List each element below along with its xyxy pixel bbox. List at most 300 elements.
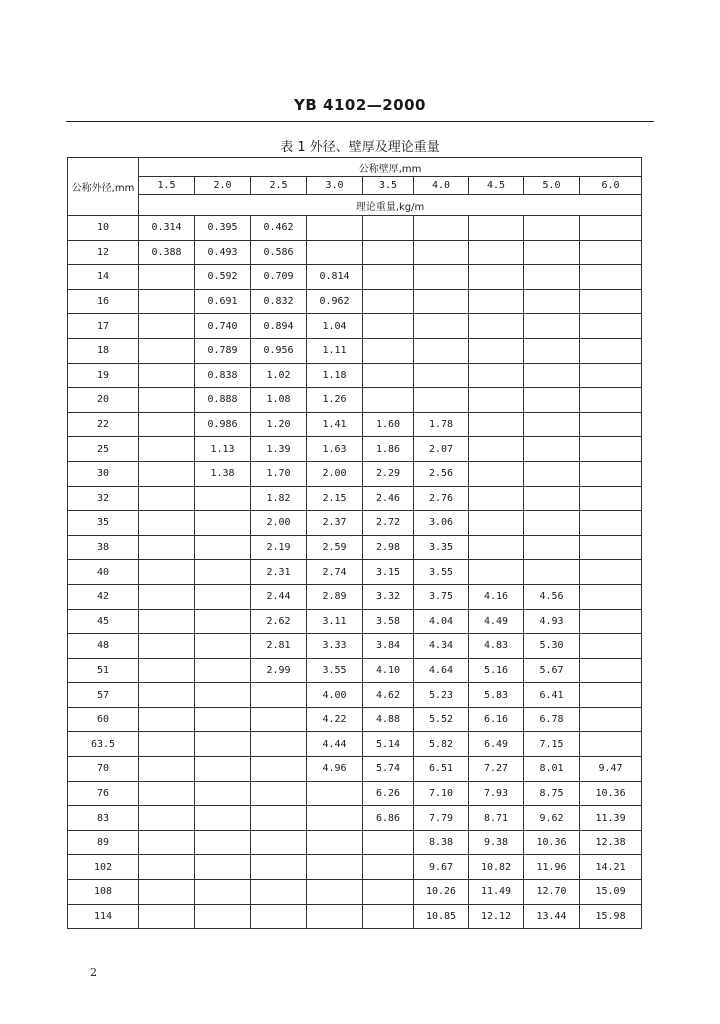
weight-cell	[469, 289, 524, 314]
wall-thickness-header: 6.0	[580, 177, 642, 195]
table-row	[68, 658, 642, 683]
weight-cell	[580, 289, 642, 314]
weight-cell	[195, 584, 251, 609]
weight-cell: 8.75	[524, 781, 580, 806]
weight-cell	[414, 314, 469, 339]
table-row	[68, 806, 642, 831]
weight-cell	[139, 855, 195, 880]
weight-cell: 1.41	[307, 412, 363, 437]
weight-cell	[195, 511, 251, 536]
weight-cell	[251, 683, 307, 708]
weight-cell: 6.51	[414, 757, 469, 782]
weight-cell	[524, 437, 580, 462]
weight-cell: 2.00	[251, 511, 307, 536]
weight-cell	[580, 535, 642, 560]
weight-cell: 11.96	[524, 855, 580, 880]
weight-cell	[469, 363, 524, 388]
outer-diameter-cell: 19	[68, 363, 139, 388]
weight-cell: 7.10	[414, 781, 469, 806]
weight-cell	[139, 584, 195, 609]
table-row	[68, 904, 642, 929]
outer-diameter-cell: 51	[68, 658, 139, 683]
weight-cell	[363, 338, 414, 363]
table-row	[68, 363, 642, 388]
header-rule	[66, 121, 654, 122]
weight-cell: 7.27	[469, 757, 524, 782]
weight-cell	[363, 880, 414, 905]
table-row	[68, 388, 642, 413]
weight-cell: 8.38	[414, 830, 469, 855]
weight-cell: 9.47	[580, 757, 642, 782]
weight-cell	[524, 535, 580, 560]
weight-cell	[469, 486, 524, 511]
weight-cell: 3.15	[363, 560, 414, 585]
weight-cell: 2.74	[307, 560, 363, 585]
table-row	[68, 732, 642, 757]
table-row	[68, 511, 642, 536]
weight-cell	[139, 658, 195, 683]
weight-cell: 1.02	[251, 363, 307, 388]
weight-cell	[469, 535, 524, 560]
weight-cell: 2.44	[251, 584, 307, 609]
weight-cell: 2.99	[251, 658, 307, 683]
weight-cell	[251, 781, 307, 806]
weight-cell: 0.986	[195, 412, 251, 437]
outer-diameter-cell: 70	[68, 757, 139, 782]
standard-code: YB 4102—2000	[293, 96, 426, 114]
weight-cell	[580, 658, 642, 683]
table-row	[68, 461, 642, 486]
weight-cell	[139, 511, 195, 536]
weight-cell: 5.30	[524, 634, 580, 659]
weight-cell: 0.838	[195, 363, 251, 388]
weight-cell: 2.56	[414, 461, 469, 486]
weight-cell	[195, 535, 251, 560]
weight-cell	[139, 338, 195, 363]
weight-cell: 0.462	[251, 216, 307, 241]
weight-cell	[363, 265, 414, 290]
weight-cell	[139, 732, 195, 757]
outer-diameter-cell: 42	[68, 584, 139, 609]
weight-cell: 6.78	[524, 707, 580, 732]
weight-cell	[251, 757, 307, 782]
weight-cell: 1.78	[414, 412, 469, 437]
table-row	[68, 584, 642, 609]
weight-cell	[307, 880, 363, 905]
weight-cell	[251, 732, 307, 757]
weight-cell	[139, 707, 195, 732]
page-number: 2	[90, 966, 97, 979]
wall-thickness-header: 4.5	[469, 177, 524, 195]
weight-cell	[580, 584, 642, 609]
weight-cell: 0.832	[251, 289, 307, 314]
weight-cell: 0.493	[195, 240, 251, 265]
weight-cell: 10.85	[414, 904, 469, 929]
weight-cell: 4.83	[469, 634, 524, 659]
weight-cell: 4.34	[414, 634, 469, 659]
weight-cell	[580, 338, 642, 363]
weight-cell	[363, 289, 414, 314]
weight-cell: 15.98	[580, 904, 642, 929]
weight-cell	[469, 560, 524, 585]
outer-diameter-cell: 12	[68, 240, 139, 265]
weight-cell: 6.86	[363, 806, 414, 831]
weight-cell	[139, 289, 195, 314]
weight-cell	[195, 707, 251, 732]
weight-cell	[414, 216, 469, 241]
weight-cell	[469, 240, 524, 265]
outer-diameter-cell: 25	[68, 437, 139, 462]
weight-cell: 1.60	[363, 412, 414, 437]
weight-cell	[195, 486, 251, 511]
weight-cell	[524, 240, 580, 265]
outer-diameter-cell: 14	[68, 265, 139, 290]
weight-cell	[195, 830, 251, 855]
weight-cell: 6.16	[469, 707, 524, 732]
weight-cell: 1.86	[363, 437, 414, 462]
weight-cell: 5.14	[363, 732, 414, 757]
weight-cell	[469, 461, 524, 486]
weight-cell: 9.38	[469, 830, 524, 855]
weight-cell	[363, 240, 414, 265]
weight-cell	[307, 240, 363, 265]
weight-cell	[524, 363, 580, 388]
table-row	[68, 240, 642, 265]
outer-diameter-cell: 32	[68, 486, 139, 511]
weight-cell	[580, 560, 642, 585]
weight-cell: 1.18	[307, 363, 363, 388]
weight-cell	[524, 289, 580, 314]
weight-cell	[139, 757, 195, 782]
weight-cell: 5.67	[524, 658, 580, 683]
weight-cell: 6.41	[524, 683, 580, 708]
weight-cell: 3.35	[414, 535, 469, 560]
weight-cell	[524, 338, 580, 363]
weight-cell: 1.39	[251, 437, 307, 462]
weight-cell: 4.88	[363, 707, 414, 732]
weight-cell	[363, 216, 414, 241]
outer-diameter-cell: 57	[68, 683, 139, 708]
weight-cell: 3.11	[307, 609, 363, 634]
weight-cell	[414, 363, 469, 388]
weight-cell	[414, 265, 469, 290]
weight-cell	[307, 216, 363, 241]
outer-diameter-cell: 83	[68, 806, 139, 831]
outer-diameter-cell: 60	[68, 707, 139, 732]
weight-cell	[251, 707, 307, 732]
weight-cell: 8.01	[524, 757, 580, 782]
wall-group-label: 公称壁厚,mm	[139, 158, 642, 177]
weight-cell: 4.62	[363, 683, 414, 708]
weight-cell: 2.15	[307, 486, 363, 511]
weight-cell	[307, 904, 363, 929]
weight-cell	[139, 880, 195, 905]
weight-cell	[139, 314, 195, 339]
weight-cell: 4.93	[524, 609, 580, 634]
table-row	[68, 683, 642, 708]
weight-cell	[363, 363, 414, 388]
weight-cell	[469, 511, 524, 536]
weight-cell	[469, 265, 524, 290]
weight-table	[67, 157, 642, 929]
weight-cell: 2.37	[307, 511, 363, 536]
weight-cell: 5.52	[414, 707, 469, 732]
weight-cell: 1.13	[195, 437, 251, 462]
table-row	[68, 707, 642, 732]
weight-cell	[580, 486, 642, 511]
weight-cell: 3.55	[414, 560, 469, 585]
weight-cell: 5.16	[469, 658, 524, 683]
weight-cell: 7.93	[469, 781, 524, 806]
weight-cell: 1.26	[307, 388, 363, 413]
weight-cell	[414, 338, 469, 363]
weight-cell	[580, 683, 642, 708]
weight-cell	[363, 388, 414, 413]
weight-cell	[307, 806, 363, 831]
weight-cell: 2.72	[363, 511, 414, 536]
table-row	[68, 314, 642, 339]
weight-cell: 5.74	[363, 757, 414, 782]
outer-diameter-cell: 63.5	[68, 732, 139, 757]
weight-cell	[139, 609, 195, 634]
weight-cell	[307, 830, 363, 855]
weight-cell: 9.62	[524, 806, 580, 831]
weight-cell	[524, 461, 580, 486]
weight-cell: 12.70	[524, 880, 580, 905]
weight-cell: 14.21	[580, 855, 642, 880]
outer-diameter-cell: 108	[68, 880, 139, 905]
weight-label: 理论重量,kg/m	[139, 195, 642, 216]
weight-cell	[469, 412, 524, 437]
weight-cell	[524, 216, 580, 241]
weight-cell	[139, 388, 195, 413]
weight-cell: 4.10	[363, 658, 414, 683]
weight-cell: 2.59	[307, 535, 363, 560]
weight-cell: 3.58	[363, 609, 414, 634]
weight-cell	[580, 437, 642, 462]
outer-diameter-cell: 76	[68, 781, 139, 806]
weight-cell: 4.56	[524, 584, 580, 609]
weight-cell: 11.49	[469, 880, 524, 905]
weight-cell	[580, 634, 642, 659]
weight-cell: 2.29	[363, 461, 414, 486]
weight-cell: 5.83	[469, 683, 524, 708]
weight-cell: 1.82	[251, 486, 307, 511]
weight-cell	[139, 265, 195, 290]
weight-cell: 2.89	[307, 584, 363, 609]
table-row	[68, 437, 642, 462]
table-row	[68, 855, 642, 880]
weight-cell: 1.04	[307, 314, 363, 339]
weight-cell: 1.08	[251, 388, 307, 413]
weight-cell: 0.592	[195, 265, 251, 290]
weight-cell: 2.07	[414, 437, 469, 462]
outer-diameter-cell: 89	[68, 830, 139, 855]
weight-cell	[251, 830, 307, 855]
weight-cell: 0.314	[139, 216, 195, 241]
weight-cell: 10.26	[414, 880, 469, 905]
weight-cell	[251, 904, 307, 929]
weight-cell	[195, 904, 251, 929]
table-row	[68, 634, 642, 659]
weight-cell: 0.789	[195, 338, 251, 363]
weight-cell	[195, 658, 251, 683]
weight-cell	[580, 314, 642, 339]
wall-thickness-header: 5.0	[524, 177, 580, 195]
weight-cell	[524, 412, 580, 437]
outer-diameter-cell: 10	[68, 216, 139, 241]
weight-cell: 11.39	[580, 806, 642, 831]
weight-cell	[139, 781, 195, 806]
weight-cell: 1.20	[251, 412, 307, 437]
weight-cell: 0.388	[139, 240, 195, 265]
weight-cell: 2.31	[251, 560, 307, 585]
weight-cell: 0.894	[251, 314, 307, 339]
weight-cell	[251, 806, 307, 831]
weight-cell	[580, 388, 642, 413]
weight-cell	[580, 732, 642, 757]
table-row	[68, 412, 642, 437]
weight-cell	[363, 314, 414, 339]
weight-cell: 1.38	[195, 461, 251, 486]
weight-cell	[139, 363, 195, 388]
weight-cell: 4.00	[307, 683, 363, 708]
weight-cell	[195, 880, 251, 905]
weight-cell	[307, 781, 363, 806]
weight-cell	[307, 855, 363, 880]
weight-cell	[580, 609, 642, 634]
weight-cell: 2.46	[363, 486, 414, 511]
weight-cell: 3.55	[307, 658, 363, 683]
weight-cell	[524, 486, 580, 511]
outer-diameter-cell: 22	[68, 412, 139, 437]
table-row	[68, 880, 642, 905]
weight-cell: 0.709	[251, 265, 307, 290]
weight-cell	[363, 855, 414, 880]
weight-cell	[580, 265, 642, 290]
weight-cell: 5.82	[414, 732, 469, 757]
weight-cell: 4.49	[469, 609, 524, 634]
weight-cell	[139, 412, 195, 437]
weight-cell	[469, 338, 524, 363]
weight-cell	[139, 437, 195, 462]
weight-cell	[139, 830, 195, 855]
weight-cell	[469, 388, 524, 413]
weight-cell	[195, 560, 251, 585]
weight-cell	[195, 609, 251, 634]
weight-cell	[469, 314, 524, 339]
outer-diameter-cell: 40	[68, 560, 139, 585]
weight-cell: 2.98	[363, 535, 414, 560]
outer-diameter-cell: 20	[68, 388, 139, 413]
outer-diameter-cell: 102	[68, 855, 139, 880]
weight-cell	[139, 634, 195, 659]
weight-cell: 4.44	[307, 732, 363, 757]
weight-cell	[195, 732, 251, 757]
weight-cell	[195, 634, 251, 659]
weight-cell: 0.814	[307, 265, 363, 290]
wall-thickness-header: 3.0	[307, 177, 363, 195]
weight-cell	[139, 904, 195, 929]
table-row	[68, 535, 642, 560]
weight-cell	[195, 806, 251, 831]
weight-cell	[580, 412, 642, 437]
table-row	[68, 289, 642, 314]
weight-cell	[414, 289, 469, 314]
weight-cell: 4.16	[469, 584, 524, 609]
table-row	[68, 486, 642, 511]
outer-diameter-cell: 114	[68, 904, 139, 929]
weight-cell: 0.395	[195, 216, 251, 241]
weight-cell	[580, 216, 642, 241]
outer-diameter-cell: 45	[68, 609, 139, 634]
weight-cell: 1.11	[307, 338, 363, 363]
weight-cell: 0.956	[251, 338, 307, 363]
table-row	[68, 338, 642, 363]
weight-cell: 1.70	[251, 461, 307, 486]
wall-thickness-header: 1.5	[139, 177, 195, 195]
weight-cell: 10.82	[469, 855, 524, 880]
weight-cell: 4.64	[414, 658, 469, 683]
weight-cell	[524, 511, 580, 536]
weight-cell	[524, 265, 580, 290]
weight-cell: 4.22	[307, 707, 363, 732]
weight-cell: 6.49	[469, 732, 524, 757]
weight-cell	[251, 855, 307, 880]
weight-cell: 3.32	[363, 584, 414, 609]
weight-cell	[139, 486, 195, 511]
table-row	[68, 609, 642, 634]
weight-cell	[363, 830, 414, 855]
outer-diameter-cell: 16	[68, 289, 139, 314]
weight-cell	[580, 240, 642, 265]
weight-cell: 0.888	[195, 388, 251, 413]
weight-cell	[139, 461, 195, 486]
weight-cell	[251, 880, 307, 905]
weight-cell	[195, 683, 251, 708]
outer-diameter-cell: 35	[68, 511, 139, 536]
outer-diameter-cell: 38	[68, 535, 139, 560]
weight-cell	[524, 314, 580, 339]
weight-cell: 3.75	[414, 584, 469, 609]
weight-cell: 7.79	[414, 806, 469, 831]
weight-cell: 12.12	[469, 904, 524, 929]
weight-cell	[524, 560, 580, 585]
weight-cell: 9.67	[414, 855, 469, 880]
corner-label: 公称外径,mm	[68, 158, 139, 216]
weight-cell: 2.76	[414, 486, 469, 511]
weight-cell: 0.691	[195, 289, 251, 314]
weight-cell: 2.00	[307, 461, 363, 486]
weight-cell: 7.15	[524, 732, 580, 757]
weight-cell: 6.26	[363, 781, 414, 806]
weight-cell: 3.33	[307, 634, 363, 659]
table-row	[68, 757, 642, 782]
weight-cell	[580, 707, 642, 732]
wall-thickness-header: 3.5	[363, 177, 414, 195]
wall-thickness-header: 4.0	[414, 177, 469, 195]
weight-cell	[139, 535, 195, 560]
table-row	[68, 216, 642, 241]
table-title: 表 1 外径、壁厚及理论重量	[280, 140, 440, 155]
outer-diameter-cell: 30	[68, 461, 139, 486]
table-row	[68, 265, 642, 290]
weight-cell	[469, 216, 524, 241]
outer-diameter-cell: 18	[68, 338, 139, 363]
weight-cell: 5.23	[414, 683, 469, 708]
weight-cell	[195, 855, 251, 880]
wall-thickness-header: 2.0	[195, 177, 251, 195]
